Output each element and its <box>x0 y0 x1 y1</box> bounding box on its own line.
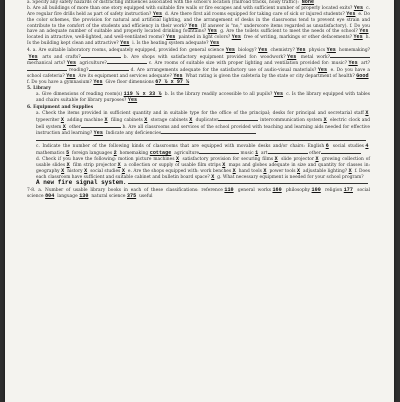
check-mark: X <box>297 167 301 174</box>
answer: Yes <box>296 46 306 53</box>
answer-blank <box>218 117 258 121</box>
answer: 375 <box>126 192 137 199</box>
answer: Yes <box>258 46 268 53</box>
section-7-8: 7-8. a. Number of usable library books in each of these classifications: reference 110 general works 160 philosophy 100 religion 177 social science 804 language 130 natural science 375 useful <box>27 186 371 199</box>
check-mark: X <box>117 162 121 169</box>
item-a: a. Specify any safety hazards or distracting influences associated with the school's location (railroad tracks, noisy traffic): None <box>27 0 315 5</box>
check-mark: X <box>84 167 88 174</box>
check-mark: X <box>189 116 193 123</box>
answer: 119 ½ x 33 ½ <box>123 91 162 98</box>
answer: Yes <box>346 11 356 18</box>
answer: Yes <box>66 60 77 67</box>
item-b-safety: b. Are all buildings of more than one story equipped with suitable fire walls or fire escapes and with sufficient number of properly located exits? Yes c. Are regular fire drills held as part of safety instruction? Yes d. Are there first aid rooms equipped for taking care of sick or injured students? Yes e. Do the color schemes, the provision for natural and artificial lighting, and the arrangement of desks in the classrooms tend to prevent eye strain and contribute to the comfort of the students and efficiency in their work? Yes (If answer is "no," underscore items regarded as unsatisfactory). f. Do you have an adequate number of suitable and properly located drinking fountains? Yes g. Are the toilets sufficient to meet the needs of the school? Yes located in attractive, well-lighted, and well-ventilated rooms? Yes painted in light colors? Yes free of writing, markings or other defacements? Yes h. Is the building kept clean and attractive? Yes i. Is the heating system adequate? Yes <box>27 5 370 46</box>
check-mark: X <box>61 167 65 174</box>
answer: Yes <box>225 46 235 53</box>
answer: Yes <box>120 39 130 46</box>
answer-blank <box>107 60 147 64</box>
section-5: a. Give dimensions of reading room(s) 119 ½ x 33 ½ b. Is the library readily accessible to all pupils? Yes c. Is the library equipped with tables and chairs suitable for library purposes? Yes <box>36 91 371 104</box>
section-5-heading: 5. Library <box>27 86 51 92</box>
section-6d: d. Check if you have the following: motion picture machines X satisfactory provision for securing films X slide projector X growing collection of usable slides X film strip projector X a collection or supply of usable film strips X maps and globes adequate in size and quantity for classes in: geography X history X social studies X e. Are the shops equipped with: work benches X hand tools X power tools X adjustable lighting? X f. Does each classroom have sufficient and suitable cabinet and bulletin board space? X g. What necessary equipment is needed for your school program? A new fire signal system. <box>36 156 370 187</box>
answer: 130 <box>79 192 89 199</box>
answer: cottage <box>149 150 172 157</box>
answer-blank <box>199 150 239 154</box>
section-6a: a. Check the items provided in sufficient quantity and in suitable type for the office of the principal; desks for principal and secretarial staff X typewriter X adding machine X filing cabinets X storage cabinets X duplicator intercommunication system X electric clock and bell system X other b. Are all classrooms and services of the school provided with teaching and learning aids needed for effective instruction and learning? Yes Indicate any deficiencies <box>27 111 370 144</box>
answer: Yes <box>353 5 364 12</box>
check-mark: X <box>144 116 148 123</box>
check-mark: X <box>175 156 180 163</box>
answer: Yes <box>188 22 198 29</box>
answer: Yes <box>152 11 163 18</box>
answer: 177 <box>343 186 353 193</box>
check-mark: X <box>121 167 125 174</box>
answer: 100 <box>311 186 321 193</box>
answer-blank <box>268 150 308 154</box>
check-mark: X <box>104 116 108 123</box>
check-mark: X <box>315 156 319 163</box>
answer: 2 <box>113 150 117 157</box>
check-mark: X <box>60 116 64 123</box>
answer-blank <box>27 67 67 71</box>
questionnaire-body <box>27 0 370 200</box>
answer: Yes <box>348 60 358 67</box>
answer: Yes <box>66 72 76 79</box>
answer: 804 <box>45 192 55 199</box>
answer: Yes <box>28 53 38 60</box>
answer-blank <box>89 67 129 71</box>
answer: Yes <box>287 53 297 60</box>
answer-blank <box>81 54 121 58</box>
answer-blank <box>330 54 370 58</box>
answer: 1 <box>255 150 259 157</box>
answer: Yes <box>93 130 103 137</box>
answer: 160 <box>272 186 282 193</box>
check-mark: X <box>62 123 66 130</box>
answer: Yes <box>273 91 284 98</box>
handwritten-answer: A new fire signal system. <box>36 179 127 187</box>
answer: Yes <box>173 72 183 79</box>
document-page <box>5 0 394 402</box>
answer: Yes <box>207 28 217 35</box>
check-mark: X <box>232 167 236 174</box>
check-mark: X <box>66 162 70 169</box>
answer: Yes <box>353 34 363 41</box>
section-6c: c. Indicate the number of the following kinds of classrooms that are equipped with movable desks and/or chairs: English 6 social studies 4 mathematics 5 foreign languages 2 homemaking cottage agriculture music 1 art other <box>36 143 369 157</box>
answer-blank <box>161 130 256 134</box>
answer: 5 <box>66 150 70 157</box>
answer: Good <box>356 72 369 79</box>
answer: Yes <box>326 46 336 53</box>
answer: 6 <box>325 143 329 150</box>
answer: Yes <box>317 67 328 74</box>
answer: None <box>301 0 315 5</box>
answer: Yes <box>166 34 176 41</box>
section-4: 4. a. Are suitable laboratory rooms, adequately equipped, provided for: general science Yes biology? Yes chemistry? Yes physics Yes homemaking?Yes arts and crafts? b. Are shops with satisfactory equipment provided for: woodwork? Yes metal work? mechanical arts? Yes agriculture? c. Are rooms of suitable size with proper lighting and ventilation provided for: music? Yes art? reading? d. Are arrangements adequate for the satisfactory use of audio-visual materials? Yes e. Do you have a school cafeteria? Yes Are its equipment and services adequate? Yes What rating is given the cafeteria by the state or city department of health? Good f. Do you have a gymnasium? Yes Give floor dimensions 67 ½ x 97 ½ <box>27 46 370 85</box>
check-mark: X <box>274 156 278 163</box>
answer: 110 <box>224 186 234 193</box>
answer-blank <box>36 137 366 141</box>
answer: Yes <box>127 97 138 104</box>
answer: Yes <box>93 78 103 85</box>
check-mark: X <box>365 110 369 117</box>
check-mark: X <box>222 162 226 169</box>
section-6-heading: 6. Equipment and Supplies <box>27 105 94 111</box>
answer: Yes <box>359 28 369 35</box>
check-mark: X <box>323 116 327 123</box>
answer-blank <box>321 150 361 154</box>
answer-blank <box>81 124 121 128</box>
check-mark: X <box>263 167 267 174</box>
check-mark: X <box>348 167 352 174</box>
answer: Yes <box>209 39 220 46</box>
answer: 67 ½ x 97 ½ <box>155 78 190 85</box>
check-mark: X <box>211 173 215 180</box>
answer: Yes <box>231 34 241 41</box>
answer-blank <box>128 180 368 184</box>
answer: 4 <box>365 143 369 150</box>
